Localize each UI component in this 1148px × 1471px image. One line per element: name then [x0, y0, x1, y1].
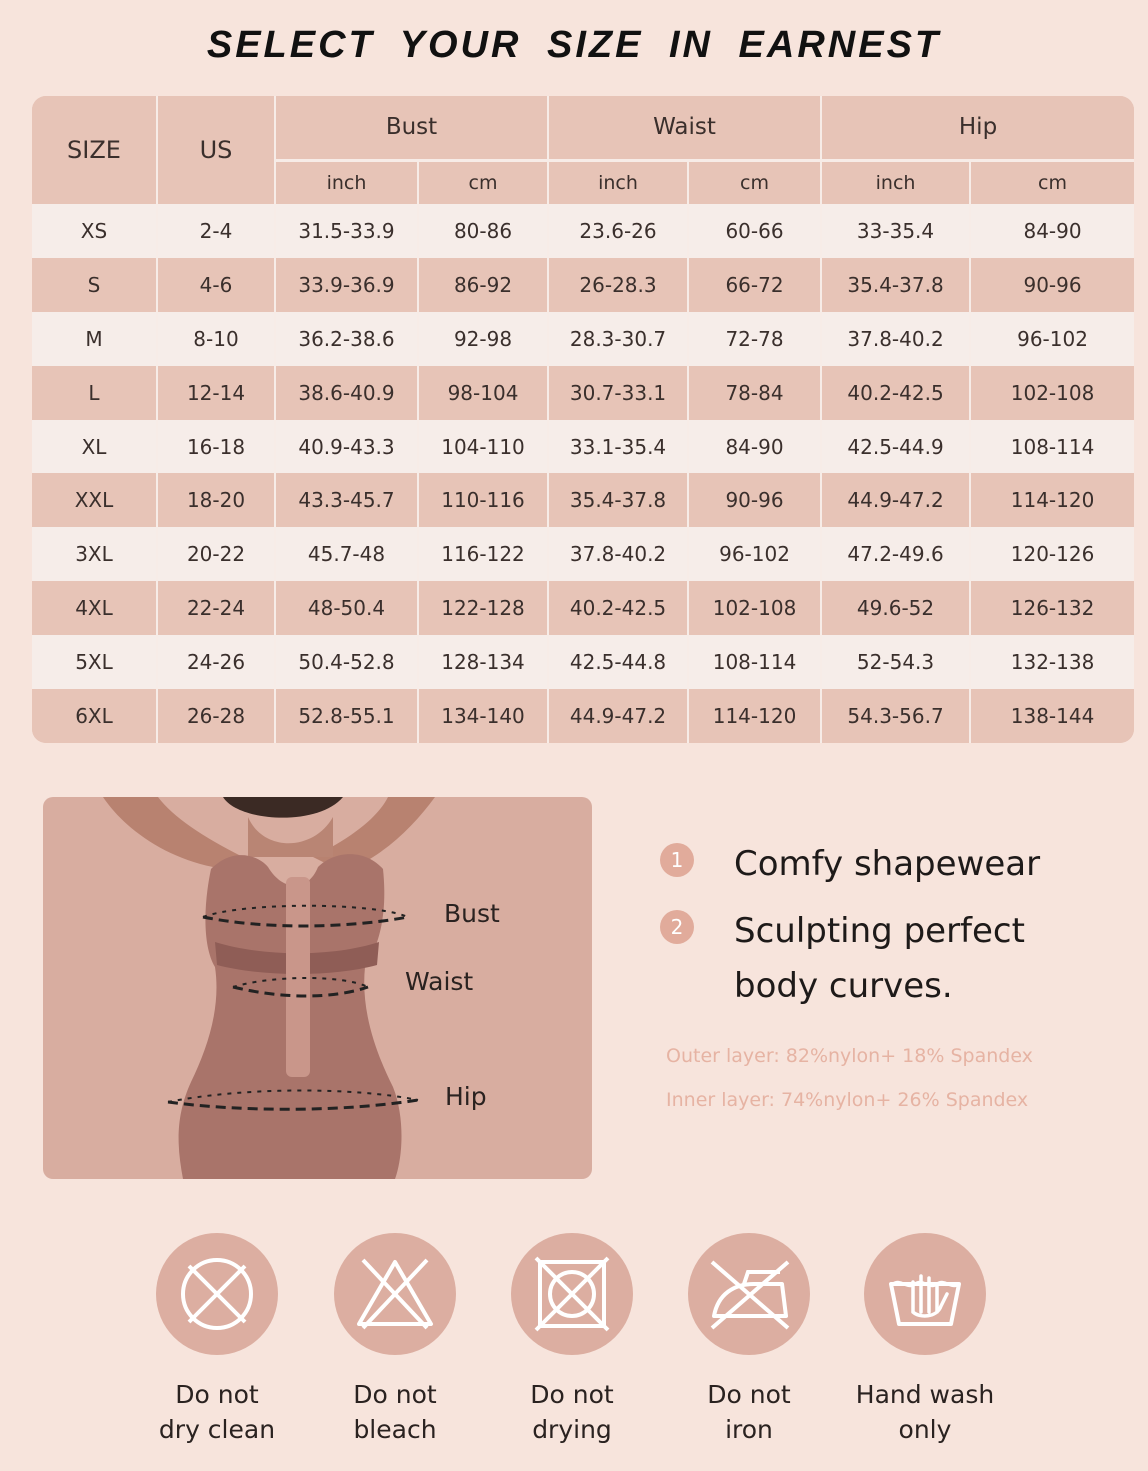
cell-bust-cm: 134-140: [418, 689, 548, 743]
no-dry-clean-icon: [156, 1233, 278, 1355]
care-label-line2: iron: [725, 1415, 773, 1444]
size-table: [32, 96, 1134, 743]
cell-size: M: [32, 312, 157, 366]
cell-size: 3XL: [32, 527, 157, 581]
cell-hip-cm: 126-132: [970, 581, 1134, 635]
care-no-bleach: [320, 1233, 470, 1447]
care-label-line2: only: [898, 1415, 952, 1444]
header-waist: Waist: [548, 96, 821, 160]
cell-hip-cm: 108-114: [970, 420, 1134, 474]
cell-size: XL: [32, 420, 157, 474]
care-no-dry-clean: [142, 1233, 292, 1447]
table-row: [32, 420, 1134, 474]
feature-2-text-line1: Sculpting perfect: [734, 911, 1025, 951]
care-label-line2: drying: [532, 1415, 612, 1444]
care-label-line2: dry clean: [158, 1415, 276, 1444]
header-bust: Bust: [275, 96, 548, 160]
size-table-body: [32, 204, 1134, 743]
feature-1-text: Comfy shapewear: [734, 844, 1041, 884]
cell-bust-inch: 31.5-33.9: [275, 204, 418, 258]
model-label-bust: Bust: [444, 899, 500, 928]
cell-waist-cm: 102-108: [688, 581, 821, 635]
cell-hip-inch: 44.9-47.2: [821, 473, 970, 527]
model-label-hip: Hip: [445, 1082, 487, 1111]
cell-hip-inch: 33-35.4: [821, 204, 970, 258]
table-row: [32, 204, 1134, 258]
cell-us: 12-14: [157, 366, 275, 420]
cell-bust-inch: 45.7-48: [275, 527, 418, 581]
unit-waist-inch: inch: [548, 160, 688, 204]
cell-waist-inch: 33.1-35.4: [548, 420, 688, 474]
cell-size: 5XL: [32, 635, 157, 689]
unit-hip-inch: inch: [821, 160, 970, 204]
cell-waist-inch: 28.3-30.7: [548, 312, 688, 366]
cell-bust-cm: 86-92: [418, 258, 548, 312]
feature-2-text-line2: body curves.: [734, 966, 953, 1006]
care-no-iron: [674, 1233, 824, 1447]
unit-hip-cm: cm: [970, 160, 1134, 204]
feature-1: [660, 837, 1040, 892]
table-row: [32, 258, 1134, 312]
hand-wash-icon: [864, 1233, 986, 1355]
shapewear-model-illustration: [43, 797, 592, 1179]
cell-hip-cm: 90-96: [970, 258, 1134, 312]
cell-waist-inch: 30.7-33.1: [548, 366, 688, 420]
cell-hip-inch: 54.3-56.7: [821, 689, 970, 743]
cell-waist-inch: 40.2-42.5: [548, 581, 688, 635]
page-title: SELECT YOUR SIZE IN EARNEST: [206, 24, 942, 66]
cell-size: L: [32, 366, 157, 420]
table-row: [32, 312, 1134, 366]
cell-waist-cm: 60-66: [688, 204, 821, 258]
cell-bust-inch: 33.9-36.9: [275, 258, 418, 312]
feature-2: [660, 904, 1025, 1014]
feature-2-number: 2: [660, 910, 694, 944]
cell-waist-cm: 72-78: [688, 312, 821, 366]
feature-1-number: 1: [660, 843, 694, 877]
care-label-line1: Do not: [353, 1380, 437, 1409]
care-no-tumble-dry: [497, 1233, 647, 1447]
cell-us: 2-4: [157, 204, 275, 258]
cell-hip-cm: 120-126: [970, 527, 1134, 581]
cell-size: XXL: [32, 473, 157, 527]
unit-bust-cm: cm: [418, 160, 548, 204]
header-us: US: [157, 96, 275, 204]
cell-bust-inch: 48-50.4: [275, 581, 418, 635]
no-tumble-dry-icon: [511, 1233, 633, 1355]
cell-bust-inch: 43.3-45.7: [275, 473, 418, 527]
cell-waist-cm: 78-84: [688, 366, 821, 420]
cell-bust-inch: 52.8-55.1: [275, 689, 418, 743]
no-bleach-icon: [334, 1233, 456, 1355]
cell-hip-cm: 102-108: [970, 366, 1134, 420]
cell-bust-inch: 50.4-52.8: [275, 635, 418, 689]
cell-bust-cm: 104-110: [418, 420, 548, 474]
cell-size: XS: [32, 204, 157, 258]
cell-waist-inch: 37.8-40.2: [548, 527, 688, 581]
cell-hip-inch: 52-54.3: [821, 635, 970, 689]
table-row: [32, 473, 1134, 527]
cell-bust-cm: 110-116: [418, 473, 548, 527]
cell-waist-inch: 26-28.3: [548, 258, 688, 312]
table-row: [32, 581, 1134, 635]
care-label-line1: Do not: [707, 1380, 791, 1409]
cell-bust-cm: 80-86: [418, 204, 548, 258]
cell-hip-inch: 49.6-52: [821, 581, 970, 635]
cell-waist-cm: 96-102: [688, 527, 821, 581]
no-iron-icon: [688, 1233, 810, 1355]
cell-us: 26-28: [157, 689, 275, 743]
cell-us: 22-24: [157, 581, 275, 635]
cell-waist-cm: 66-72: [688, 258, 821, 312]
header-size: SIZE: [32, 96, 157, 204]
table-row: [32, 635, 1134, 689]
cell-bust-cm: 128-134: [418, 635, 548, 689]
unit-bust-inch: inch: [275, 160, 418, 204]
size-chart: [32, 96, 1134, 743]
cell-waist-cm: 108-114: [688, 635, 821, 689]
cell-hip-cm: 138-144: [970, 689, 1134, 743]
composition-outer: Outer layer: 82%nylon+ 18% Spandex: [666, 1045, 1033, 1067]
care-label-line1: Do not: [175, 1380, 259, 1409]
cell-us: 18-20: [157, 473, 275, 527]
cell-hip-cm: 96-102: [970, 312, 1134, 366]
cell-size: 4XL: [32, 581, 157, 635]
care-hand-wash: [850, 1233, 1000, 1447]
table-row: [32, 527, 1134, 581]
header-hip: Hip: [821, 96, 1134, 160]
cell-bust-cm: 116-122: [418, 527, 548, 581]
cell-us: 24-26: [157, 635, 275, 689]
cell-us: 4-6: [157, 258, 275, 312]
cell-size: 6XL: [32, 689, 157, 743]
cell-us: 20-22: [157, 527, 275, 581]
care-label-line1: Hand wash: [855, 1380, 995, 1409]
cell-bust-inch: 38.6-40.9: [275, 366, 418, 420]
cell-bust-cm: 98-104: [418, 366, 548, 420]
cell-waist-inch: 42.5-44.8: [548, 635, 688, 689]
cell-bust-inch: 36.2-38.6: [275, 312, 418, 366]
model-image: [43, 797, 592, 1179]
table-row: [32, 689, 1134, 743]
cell-hip-cm: 84-90: [970, 204, 1134, 258]
cell-hip-cm: 132-138: [970, 635, 1134, 689]
table-row: [32, 366, 1134, 420]
care-label-line2: bleach: [353, 1415, 437, 1444]
composition-inner: Inner layer: 74%nylon+ 26% Spandex: [666, 1089, 1029, 1111]
cell-hip-inch: 40.2-42.5: [821, 366, 970, 420]
cell-waist-cm: 114-120: [688, 689, 821, 743]
cell-waist-inch: 23.6-26: [548, 204, 688, 258]
cell-size: S: [32, 258, 157, 312]
cell-bust-cm: 122-128: [418, 581, 548, 635]
unit-waist-cm: cm: [688, 160, 821, 204]
cell-bust-cm: 92-98: [418, 312, 548, 366]
cell-bust-inch: 40.9-43.3: [275, 420, 418, 474]
cell-waist-inch: 44.9-47.2: [548, 689, 688, 743]
cell-waist-cm: 84-90: [688, 420, 821, 474]
cell-waist-inch: 35.4-37.8: [548, 473, 688, 527]
cell-waist-cm: 90-96: [688, 473, 821, 527]
cell-hip-cm: 114-120: [970, 473, 1134, 527]
cell-hip-inch: 42.5-44.9: [821, 420, 970, 474]
cell-us: 8-10: [157, 312, 275, 366]
model-label-waist: Waist: [405, 967, 474, 996]
cell-us: 16-18: [157, 420, 275, 474]
care-label-line1: Do not: [530, 1380, 614, 1409]
cell-hip-inch: 37.8-40.2: [821, 312, 970, 366]
cell-hip-inch: 35.4-37.8: [821, 258, 970, 312]
cell-hip-inch: 47.2-49.6: [821, 527, 970, 581]
